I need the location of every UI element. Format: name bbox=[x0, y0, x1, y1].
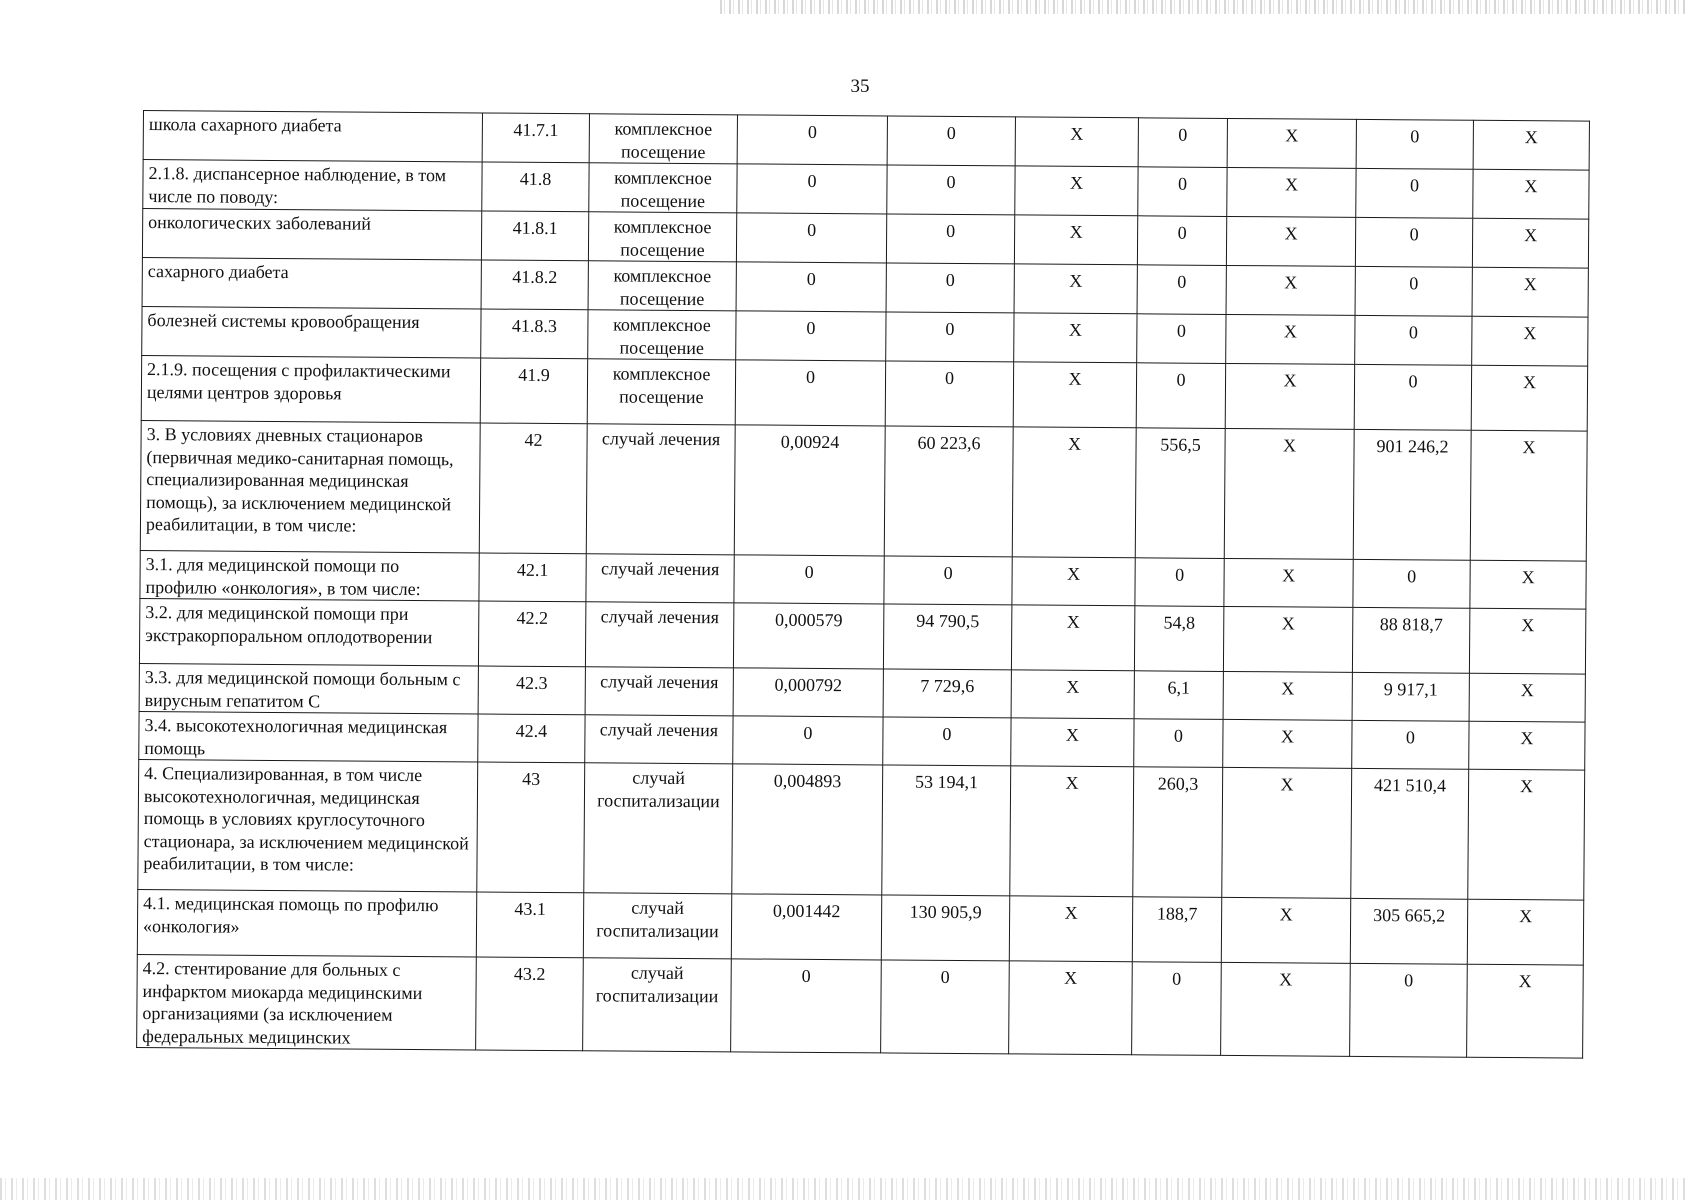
table-row bbox=[140, 420, 1587, 561]
cell-value-2: 53 194,1 bbox=[882, 765, 1011, 896]
cell-value-6: 421 510,4 bbox=[1351, 768, 1469, 899]
cell-code: 41.8 bbox=[482, 162, 589, 212]
cell-value-4: 6,1 bbox=[1134, 671, 1223, 720]
cell-name: школа сахарного диабета bbox=[143, 111, 482, 162]
cell-value-1: 0,004893 bbox=[732, 764, 883, 895]
cell-name: 3.1. для медицинской помощи по профилю «онкология», в том числе: bbox=[140, 550, 479, 600]
cell-value-7: Х bbox=[1472, 218, 1588, 268]
cell-code: 42.2 bbox=[478, 601, 585, 667]
cell-value-6: 0 bbox=[1355, 266, 1472, 316]
cell-unit: комплексное посещение bbox=[588, 310, 736, 360]
cell-name: сахарного диабета bbox=[142, 257, 481, 308]
cell-value-7: Х bbox=[1467, 899, 1583, 965]
cell-unit: случай лечения bbox=[585, 667, 733, 716]
cell-code: 41.8.1 bbox=[481, 211, 588, 261]
cell-value-2: 7 729,6 bbox=[883, 669, 1011, 718]
cell-value-6: 0 bbox=[1352, 720, 1469, 769]
cell-value-2: 0 bbox=[884, 556, 1012, 605]
cell-value-2: 0 bbox=[886, 263, 1014, 313]
cell-value-3: Х bbox=[1011, 718, 1134, 767]
cell-value-2: 60 223,6 bbox=[884, 426, 1013, 557]
cell-value-5: Х bbox=[1227, 167, 1356, 217]
cell-value-1: 0 bbox=[734, 555, 884, 604]
cell-value-6: 0 bbox=[1350, 963, 1468, 1057]
cell-value-6: 901 246,2 bbox=[1353, 429, 1471, 560]
cell-value-2: 0 bbox=[886, 214, 1014, 264]
cell-value-3: Х bbox=[1009, 896, 1132, 962]
cell-unit: случай госпитализации bbox=[583, 958, 732, 1052]
cell-value-4: 54,8 bbox=[1134, 606, 1223, 672]
cell-value-7: Х bbox=[1469, 721, 1585, 770]
cell-code: 43 bbox=[477, 762, 585, 893]
cell-value-4: 0 bbox=[1138, 118, 1227, 168]
cell-value-3: Х bbox=[1014, 313, 1137, 363]
cell-value-5: Х bbox=[1226, 314, 1355, 364]
cell-value-7: Х bbox=[1470, 560, 1586, 609]
cell-value-1: 0,00924 bbox=[734, 425, 885, 556]
cell-value-1: 0 bbox=[737, 115, 887, 165]
cell-value-4: 0 bbox=[1136, 363, 1225, 429]
cell-code: 42.3 bbox=[478, 666, 585, 715]
data-table bbox=[136, 110, 1590, 1059]
cell-value-7: Х bbox=[1473, 169, 1589, 219]
cell-value-3: Х bbox=[1012, 557, 1135, 606]
cell-value-5: Х bbox=[1221, 962, 1351, 1056]
table-row bbox=[137, 889, 1583, 965]
cell-value-6: 0 bbox=[1356, 119, 1473, 169]
cell-unit: комплексное посещение bbox=[589, 163, 737, 213]
cell-value-6: 0 bbox=[1355, 217, 1472, 267]
cell-value-2: 0 bbox=[887, 116, 1015, 166]
cell-value-7: Х bbox=[1472, 267, 1588, 317]
cell-value-5: Х bbox=[1223, 606, 1352, 672]
cell-unit: случай госпитализации bbox=[584, 763, 733, 894]
cell-value-1: 0 bbox=[736, 262, 886, 312]
cell-value-6: 88 818,7 bbox=[1352, 607, 1469, 673]
cell-value-3: Х bbox=[1015, 117, 1138, 167]
cell-value-3: Х bbox=[1013, 362, 1136, 428]
cell-value-6: 0 bbox=[1353, 559, 1470, 608]
cell-value-7: Х bbox=[1468, 769, 1585, 900]
cell-value-3: Х bbox=[1011, 670, 1134, 719]
cell-value-4: 188,7 bbox=[1132, 897, 1221, 963]
cell-value-5: Х bbox=[1222, 767, 1352, 898]
cell-value-4: 0 bbox=[1135, 558, 1224, 607]
table-body bbox=[137, 111, 1590, 1059]
cell-value-2: 94 790,5 bbox=[883, 604, 1011, 670]
cell-code: 43.2 bbox=[476, 957, 584, 1051]
cell-code: 41.7.1 bbox=[482, 113, 589, 163]
cell-unit: комплексное посещение bbox=[589, 114, 737, 164]
cell-value-5: Х bbox=[1226, 265, 1355, 315]
cell-name: 2.1.8. диспансерное наблюдение, в том числе по поводу: bbox=[143, 160, 482, 211]
table-row bbox=[138, 759, 1585, 900]
cell-code: 42.4 bbox=[478, 714, 585, 763]
cell-value-2: 0 bbox=[883, 717, 1011, 766]
cell-code: 41.8.2 bbox=[481, 260, 588, 310]
cell-value-4: 0 bbox=[1132, 962, 1222, 1056]
cell-value-2: 0 bbox=[886, 312, 1014, 362]
cell-value-2: 0 bbox=[881, 960, 1010, 1054]
cell-value-1: 0 bbox=[736, 311, 886, 361]
cell-value-6: 305 665,2 bbox=[1350, 898, 1467, 964]
cell-value-4: 0 bbox=[1137, 265, 1226, 315]
cell-value-1: 0 bbox=[737, 164, 887, 214]
cell-code: 41.9 bbox=[480, 358, 587, 424]
cell-value-5: Х bbox=[1224, 558, 1353, 607]
cell-value-4: 0 bbox=[1137, 314, 1226, 364]
cell-value-1: 0,001442 bbox=[731, 894, 881, 960]
cell-value-5: Х bbox=[1223, 719, 1352, 768]
cell-value-4: 0 bbox=[1137, 216, 1226, 266]
cell-value-4: 260,3 bbox=[1133, 767, 1223, 898]
cell-name: 3.4. высокотехнологичная медицинская помощь bbox=[139, 711, 478, 761]
cell-value-2: 0 bbox=[885, 361, 1013, 427]
cell-value-1: 0 bbox=[731, 959, 882, 1053]
table-row bbox=[137, 954, 1584, 1058]
cell-name: 4.2. стентирование для больных с инфарктом миокарда медицинскими организациями (за исключением федеральных медицинских bbox=[137, 954, 477, 1049]
cell-value-7: Х bbox=[1467, 964, 1584, 1058]
cell-value-6: 0 bbox=[1356, 168, 1473, 218]
cell-name: болезней системы кровообращения bbox=[142, 306, 481, 357]
cell-value-2: 0 bbox=[887, 165, 1015, 215]
table-row bbox=[139, 598, 1585, 674]
cell-value-1: 0 bbox=[735, 360, 885, 426]
cell-value-7: Х bbox=[1470, 430, 1587, 561]
cell-unit: комплексное посещение bbox=[588, 261, 736, 311]
cell-value-2: 130 905,9 bbox=[881, 895, 1009, 961]
cell-value-1: 0 bbox=[733, 716, 883, 765]
cell-value-5: Х bbox=[1221, 897, 1350, 963]
cell-name: 4. Специализированная, в том числе высокотехнологичная, медицинская помощь в условиях круглосуточного стационара, за исключением медицинской реабилитации, в том числе: bbox=[138, 759, 478, 891]
cell-unit: случай лечения bbox=[586, 554, 734, 603]
cell-value-3: Х bbox=[1014, 264, 1137, 314]
cell-value-7: Х bbox=[1472, 316, 1588, 366]
cell-unit: случай лечения bbox=[585, 715, 733, 764]
cell-value-4: 0 bbox=[1134, 719, 1223, 768]
page-number: 35 bbox=[850, 76, 870, 97]
cell-value-7: Х bbox=[1471, 365, 1587, 431]
cell-name: 3.3. для медицинской помощи больным с вирусным гепатитом С bbox=[139, 663, 478, 713]
cell-value-7: Х bbox=[1473, 120, 1589, 170]
table-container bbox=[136, 110, 1590, 1059]
scan-edge-top bbox=[720, 0, 1686, 14]
cell-value-7: Х bbox=[1469, 608, 1585, 674]
cell-value-6: 0 bbox=[1355, 315, 1472, 365]
cell-value-3: Х bbox=[1015, 166, 1138, 216]
cell-unit: случай госпитализации bbox=[583, 893, 731, 959]
cell-value-1: 0,000579 bbox=[733, 603, 883, 669]
cell-value-3: Х bbox=[1011, 605, 1134, 671]
cell-value-4: 556,5 bbox=[1135, 428, 1225, 559]
cell-unit: комплексное посещение bbox=[587, 359, 735, 425]
cell-value-7: Х bbox=[1469, 673, 1585, 722]
cell-value-3: Х bbox=[1009, 961, 1133, 1055]
cell-value-3: Х bbox=[1010, 766, 1134, 897]
cell-name: 3. В условиях дневных стационаров (первичная медико-санитарная помощь, специализированная медицинская помощь), за исключением медицинской реабилитации, в том числе: bbox=[140, 420, 480, 552]
cell-value-3: Х bbox=[1014, 215, 1137, 265]
cell-value-6: 0 bbox=[1354, 364, 1471, 430]
cell-value-5: Х bbox=[1224, 428, 1354, 559]
cell-unit: случай лечения bbox=[585, 602, 733, 668]
cell-value-1: 0,000792 bbox=[733, 668, 883, 717]
cell-value-3: Х bbox=[1012, 427, 1136, 558]
cell-name: 2.1.9. посещения с профилактическими целями центров здоровья bbox=[141, 355, 480, 422]
cell-value-5: Х bbox=[1227, 118, 1356, 168]
cell-unit: комплексное посещение bbox=[588, 212, 736, 262]
scan-edge-bottom bbox=[0, 1178, 1686, 1200]
cell-name: 3.2. для медицинской помощи при экстракорпоральном оплодотворении bbox=[139, 598, 478, 665]
cell-value-5: Х bbox=[1225, 363, 1354, 429]
table-row bbox=[141, 355, 1587, 431]
cell-code: 43.1 bbox=[476, 892, 583, 958]
cell-unit: случай лечения bbox=[586, 424, 735, 555]
cell-value-4: 0 bbox=[1138, 167, 1227, 217]
cell-value-5: Х bbox=[1226, 216, 1355, 266]
cell-value-5: Х bbox=[1223, 671, 1352, 720]
cell-code: 41.8.3 bbox=[481, 309, 588, 359]
cell-name: онкологических заболеваний bbox=[142, 209, 481, 260]
cell-code: 42 bbox=[479, 423, 587, 554]
cell-code: 42.1 bbox=[479, 553, 586, 602]
cell-name: 4.1. медицинская помощь по профилю «онкология» bbox=[137, 889, 476, 956]
cell-value-1: 0 bbox=[736, 213, 886, 263]
cell-value-6: 9 917,1 bbox=[1352, 672, 1469, 721]
